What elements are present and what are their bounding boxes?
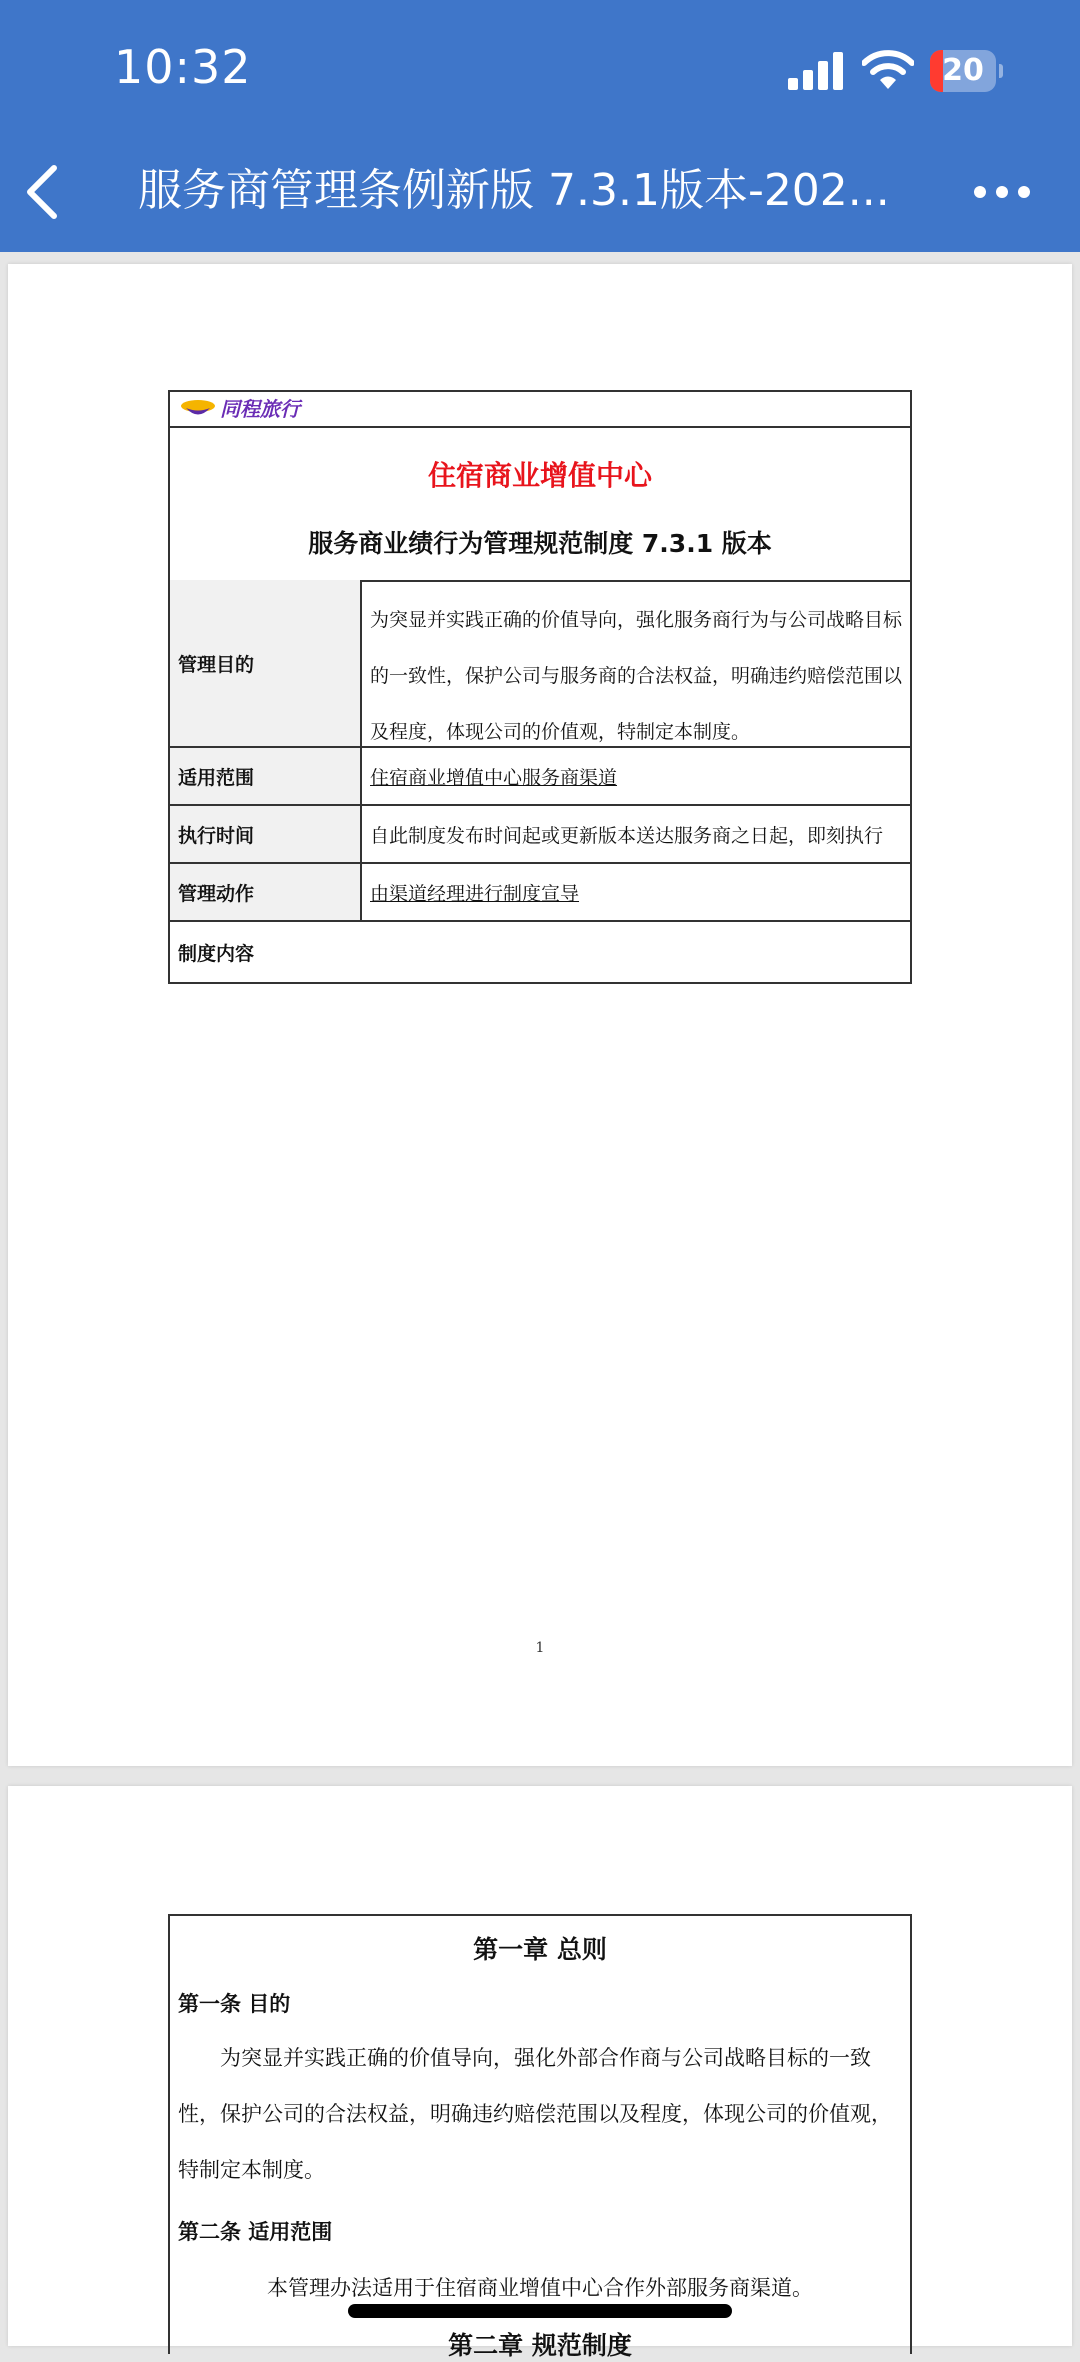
article-1-title: 第一条 目的 [178,1992,291,2016]
table-row-scope [170,748,910,806]
purpose-line-1: 为突显并实践正确的价值导向，强化服务商行为与公司战略目标 [370,609,903,631]
battery-nub [999,64,1003,78]
row-label: 执行时间 [170,806,362,862]
cellular-signal-icon [788,50,844,90]
document-page-1 [8,264,1072,1766]
cover-table [168,390,912,984]
nav-title: 服务商管理条例新版 7.3.1版本-202... [138,165,890,216]
chapter-table [168,1914,912,2360]
chapter-title: 第一章 总则 [473,1935,607,1964]
content-label: 制度内容 [178,942,255,965]
action-value: 由渠道经理进行制度宣导 [370,882,580,905]
row-value [370,864,906,920]
row-value [370,806,906,862]
chevron-left-icon[interactable] [20,162,64,222]
document-page-2 [8,1786,1072,2360]
page-number: 1 [535,1640,545,1656]
logo-text: 同程旅行 [220,397,300,421]
row-label: 适用范围 [170,748,362,804]
row-value [370,748,906,804]
article-1-line-1: 为突显并实践正确的价值导向，强化外部合作商与公司战略目标的一致 [220,2046,871,2070]
status-time: 10:32 [114,40,252,94]
doc-title: 服务商业绩行为管理规范制度 7.3.1 版本 [308,529,772,558]
article-1-body [178,2030,904,2198]
home-indicator[interactable] [348,2304,732,2318]
wifi-icon [862,50,914,90]
tongcheng-logo-icon [180,399,216,419]
row-value-multiline [370,580,906,758]
chapter-2-title: 第二章 规范制度 [448,2331,632,2360]
logo-row [170,392,910,428]
row-label: 管理动作 [170,864,362,920]
article-2-body: 本管理办法适用于住宿商业增值中心合作外部服务商渠道。 [267,2276,813,2300]
purpose-line-3: 及程度，体现公司的价值观，特制定本制度。 [370,721,751,743]
table-row-purpose [170,580,910,748]
article-2-title: 第二条 适用范围 [178,2220,333,2244]
top-bar [0,0,1080,252]
battery-icon [930,50,1004,92]
article-1-line-2: 性，保护公司的合法权益，明确违约赔偿范围以及程度，体现公司的价值观， [178,2102,892,2126]
more-horizontal-icon[interactable] [972,180,1032,204]
title-cell [170,428,910,582]
table-row-action [170,864,910,922]
purpose-line-2: 的一致性，保护公司与服务商的合法权益，明确违约赔偿范围以 [370,665,903,687]
row-label: 管理目的 [170,580,362,746]
effective-time-value: 自此制度发布时间起或更新版本送达服务商之日起，即刻执行 [370,824,884,847]
battery-body [930,50,996,92]
scope-value: 住宿商业增值中心服务商渠道 [370,766,618,789]
article-1-line-3: 特制定本制度。 [178,2158,325,2182]
org-title: 住宿商业增值中心 [427,459,652,492]
table-row-content [170,922,910,982]
table-row-effective-time [170,806,910,864]
battery-level: 20 [942,53,984,88]
